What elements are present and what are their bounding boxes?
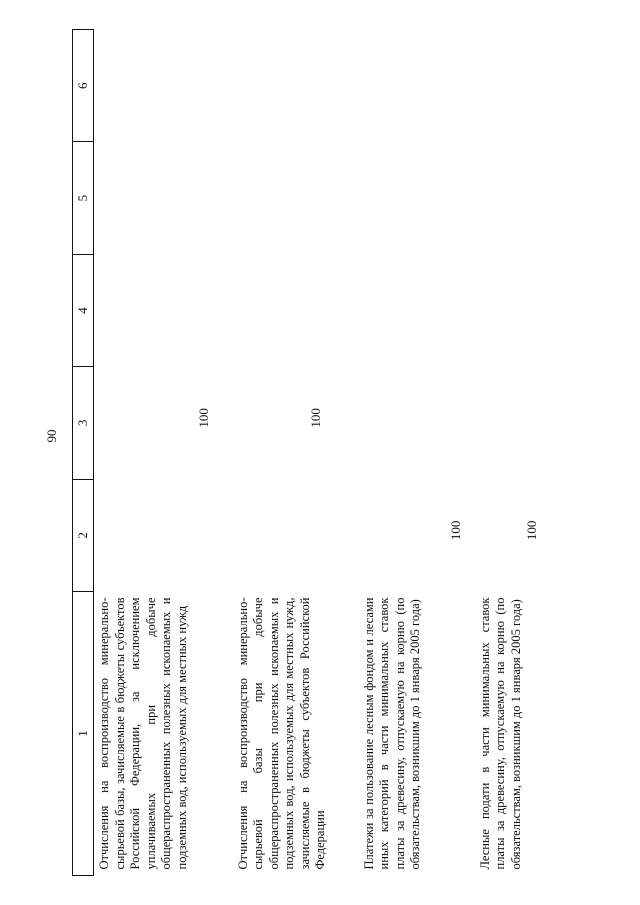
header-col-4: 4: [73, 254, 94, 366]
row-1-description: Отчисления на воспроизводство минерально-сырьевой базы, зачисляемые в бюджеты субъектов Российской Федерации, за исключением уплачиваемых при добыче общераспространенных полезных ископаемых и подземных вод, используемых для местных нужд: [97, 597, 189, 870]
row-1-col-3: [94, 367, 220, 479]
page-number: 90: [44, 429, 59, 443]
table-row: [220, 30, 350, 876]
row-2-col-3: [220, 367, 350, 479]
row-1-col-2: [94, 479, 220, 591]
header-col-6: 6: [73, 30, 94, 142]
row-1-name-cell: [94, 592, 220, 876]
row-4-col-2-value: 100: [523, 520, 539, 541]
rotated-page: [72, 30, 602, 876]
header-col-1: 1: [73, 592, 94, 876]
table-header-row: [73, 30, 94, 876]
table-row: [350, 30, 468, 876]
header-col-3: 3: [73, 367, 94, 479]
row-4-description: Лесные подати в части минимальных ставок платы за древесину, отпускаемую на корню (по обязательствам, возникшим до 1 января 2005 года): [477, 597, 523, 870]
row-3-col-2: [350, 479, 468, 591]
row-2-description: Отчисления на воспроизводство минерально-сырьевой базы при добыче общераспространенных полезных ископаемых и подземных вод, используемых для местных нужд, зачисляемые в бюджеты субъектов Российской Федерации: [235, 597, 328, 870]
table-row: [468, 30, 588, 876]
row-3-name-cell: [350, 592, 468, 876]
row-2-name-cell: [220, 592, 350, 876]
row-4-col-2: [468, 479, 588, 591]
header-col-2: 2: [73, 479, 94, 591]
row-2-col-2: [220, 479, 350, 591]
table-row: [94, 30, 220, 876]
header-col-5: 5: [73, 142, 94, 254]
row-3-col-2-value: 100: [447, 520, 463, 541]
row-2-col-3-value: 100: [307, 408, 323, 428]
row-4-name-cell: [468, 592, 588, 876]
budget-table: [72, 29, 588, 876]
row-3-description: Платежи за пользование лесным фондом и лесами иных категорий в части минимальных ставок платы за древесину, отпускаемую на корню (по обязательствам, возникшим до 1 января 2005 года): [361, 597, 423, 870]
row-1-col-3-value: 100: [196, 408, 211, 428]
